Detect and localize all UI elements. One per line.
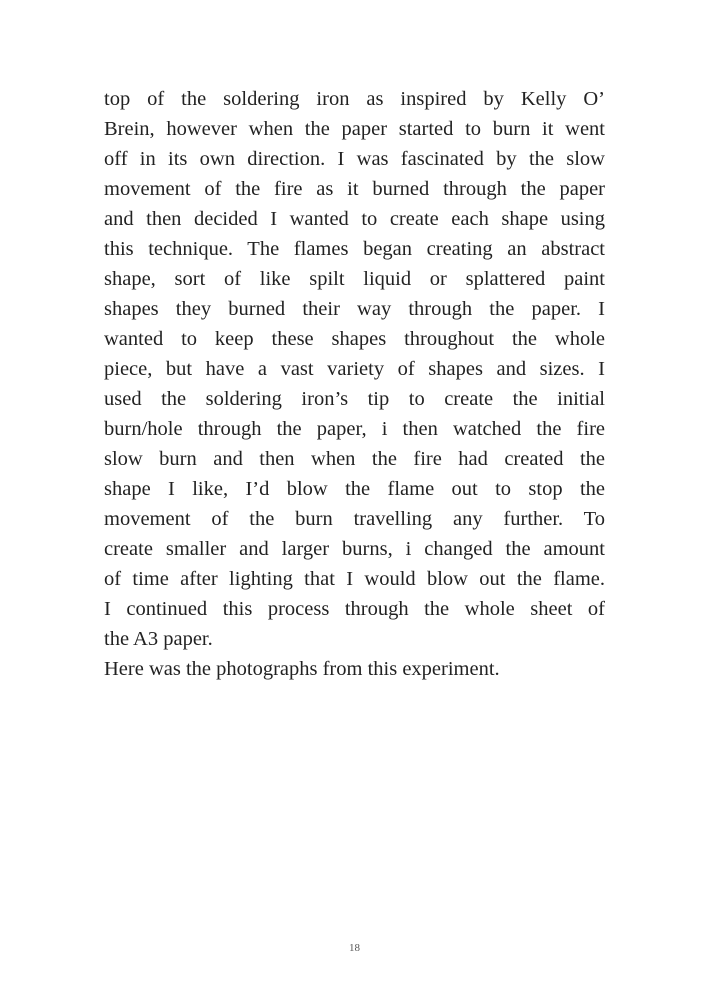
text-line: movement of the fire as it burned through the paper [104,178,605,200]
text-line: I continued this process through the whole sheet of [104,598,605,620]
text-line: Brein, however when the paper started to burn it went [104,118,605,140]
closing-line: Here was the photographs from this experiment. [104,658,500,680]
text-line: movement of the burn travelling any further. To [104,508,605,530]
text-line: off in its own direction. I was fascinated by the slow [104,148,605,170]
text-line: top of the soldering iron as inspired by Kelly O’ [104,88,605,110]
text-line: this technique. The flames began creating an abstract [104,238,605,260]
text-line: slow burn and then when the fire had created the [104,448,605,470]
text-line: create smaller and larger burns, i changed the amount [104,538,605,560]
text-line: shape I like, I’d blow the flame out to stop the [104,478,605,500]
text-line: shapes they burned their way through the paper. I [104,298,605,320]
text-line: the A3 paper. [104,628,213,650]
page-number: 18 [349,942,360,954]
text-line: shape, sort of like spilt liquid or splattered paint [104,268,605,290]
text-line: used the soldering iron’s tip to create the initial [104,388,605,410]
text-line: and then decided I wanted to create each shape using [104,208,605,230]
text-line: burn/hole through the paper, i then watched the fire [104,418,605,440]
body-text [104,84,605,684]
text-line: of time after lighting that I would blow out the flame. [104,568,605,590]
text-line: wanted to keep these shapes throughout the whole [104,328,605,350]
text-line: piece, but have a vast variety of shapes and sizes. I [104,358,605,380]
